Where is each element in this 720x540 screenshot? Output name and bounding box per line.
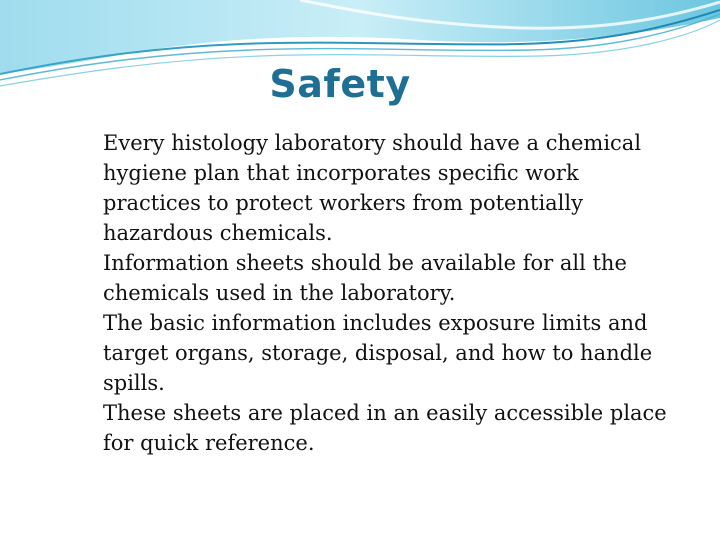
bullet-text: Information sheets should be available for all the chemicals used in the laboratory. [103, 251, 627, 305]
bullet-text: The basic information includes exposure limits and target organs, storage, disposal, and how to handle spills. [103, 311, 653, 395]
bullet-item [82, 398, 682, 458]
bullet-item [82, 128, 682, 248]
bullet-item [82, 308, 682, 398]
bullet-text: Every histology laboratory should have a chemical hygiene plan that incorporates specific work practices to protect workers from potentially hazardous chemicals. [103, 131, 642, 245]
slide-title: Safety [269, 62, 411, 106]
bullet-list [82, 128, 682, 458]
bullet-item [82, 248, 682, 308]
bullet-text: These sheets are placed in an easily accessible place for quick reference. [103, 401, 667, 455]
